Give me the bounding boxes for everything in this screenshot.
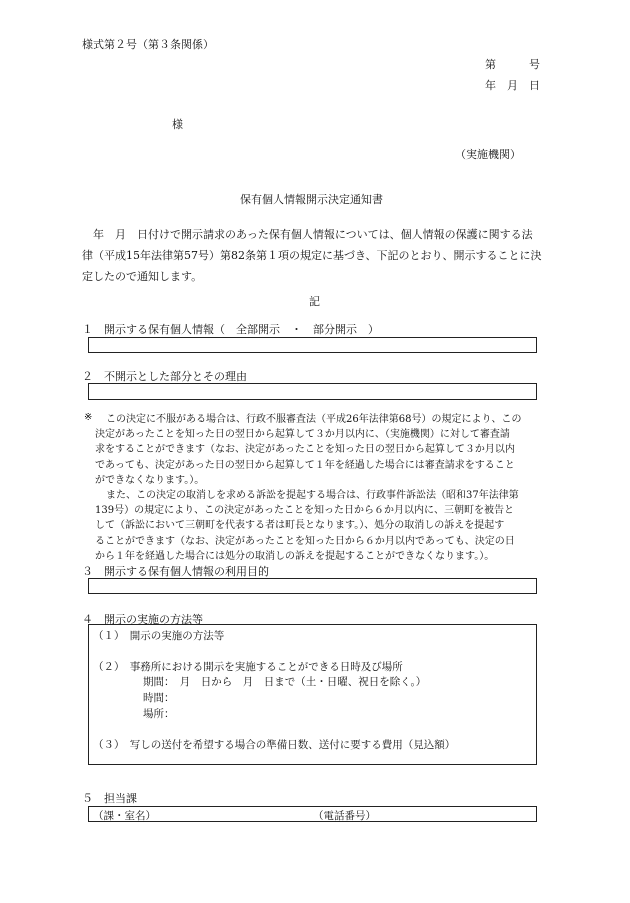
recipient-suffix: 様 [172, 118, 183, 131]
note-1-line-5: ができなくなります。）。 [95, 474, 205, 486]
note-mark: ※ [84, 412, 93, 423]
body-line-3: 定したので通知します。 [82, 270, 203, 283]
section-4-place: 場所： [143, 708, 175, 720]
section-5-dept: （課・室名） [93, 810, 156, 822]
body-line-1: 年 月 日付けで開示請求のあった保有個人情報については、個人情報の保護に関する法 [82, 228, 533, 241]
note-2-line-5: から１年を経過した場合には処分の取消しの訴えを提起することができなくなります。）。 [95, 550, 495, 562]
issuer: （実施機関） [455, 148, 521, 161]
note-paragraph-2 [95, 488, 519, 564]
ki-heading: 記 [309, 295, 320, 308]
document-date: 年 月 日 [485, 79, 540, 92]
section-5-phone: （電話番号） [313, 810, 376, 822]
note-2-line-4: ることができます（なお、決定があったことを知った日から６か月以内であっても、決定の日 [95, 535, 515, 547]
section-4-period: 期間： 月 日から 月 日まで（土・日曜、祝日を除く。） [143, 676, 427, 688]
section-3-box [88, 578, 537, 594]
section-4-time: 時間： [143, 692, 175, 704]
section-3-label: ３ 開示する保有個人情報の利用目的 [82, 565, 269, 578]
body-paragraph [82, 224, 542, 287]
form-number: 様式第２号（第３条関係） [82, 38, 214, 51]
document-number: 第 号 [485, 58, 540, 71]
note-paragraph-1 [95, 412, 521, 488]
section-1-label: １ 開示する保有個人情報（ 全部開示 ・ 部分開示 ） [82, 323, 379, 336]
section-2-box [88, 383, 537, 400]
section-2-label: ２ 不開示とした部分とその理由 [82, 370, 247, 383]
note-1-line-1: この決定に不服がある場合は、行政不服審査法（平成26年法律第68号）の規定により、この [106, 414, 522, 425]
section-4-item-3: （３） 写しの送付を希望する場合の準備日数、送付に要する費用（見込額） [93, 739, 456, 751]
note-1-line-3: 求をすることができます（なお、決定があったことを知った日の翌日から起算して３か月以内 [95, 444, 515, 456]
document-title: 保有個人情報開示決定通知書 [240, 193, 383, 206]
body-line-2: 律（平成15年法律第57号）第82条第１項の規定に基づき、下記のとおり、開示することに決 [82, 249, 542, 262]
section-4-item-2: （２） 事務所における開示を実施することができる日時及び場所 [93, 661, 403, 673]
section-5-label: ５ 担当課 [82, 792, 137, 805]
section-4-item-1: （１） 開示の実施の方法等 [93, 630, 225, 642]
section-1-box [88, 337, 537, 353]
note-1-line-2: 決定があったことを知った日の翌日から起算して３か月以内に、（実施機関）に対して審査請 [95, 429, 510, 441]
note-2-line-3: して（訴訟において三朝町を代表する者は町長となります。）、処分の取消しの訴えを提起す [95, 520, 505, 532]
note-2-line-2: 139号）の規定により、この決定があったことを知った日から６か月以内に、三朝町を被告と [95, 505, 514, 517]
section-4-label: ４ 開示の実施の方法等 [82, 613, 203, 626]
note-2-line-1: また、この決定の取消しを求める訴訟を提起する場合は、行政事件訴訟法（昭和37年法律第 [106, 490, 519, 501]
note-1-line-4: であっても、決定があった日の翌日から起算して１年を経過した場合には審査請求をすること [95, 459, 515, 471]
